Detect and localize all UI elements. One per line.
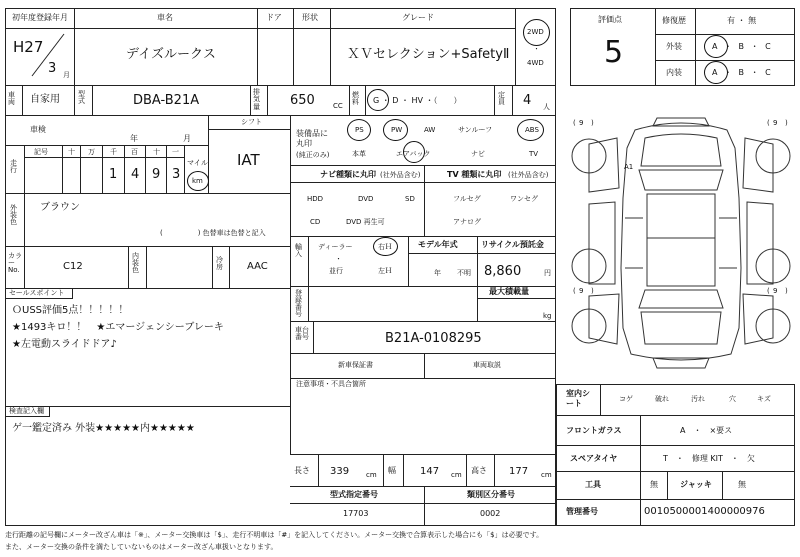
col-line xyxy=(22,85,23,115)
col-line xyxy=(308,286,309,321)
shaken-year-unit: 年 xyxy=(130,134,138,143)
pw-circle xyxy=(383,119,408,141)
mileage-digit: 4 xyxy=(131,167,140,182)
col-line xyxy=(92,85,93,115)
col-line xyxy=(408,236,409,286)
jack-value: 無 xyxy=(738,480,746,489)
col-line xyxy=(494,454,495,486)
exterior-color-value: ブラウン xyxy=(40,202,80,213)
length-label: 長さ xyxy=(294,466,310,475)
row-line xyxy=(24,157,184,158)
col-line xyxy=(293,8,294,86)
row-line xyxy=(556,415,795,416)
chassis-value: B21A-0108295 xyxy=(385,331,482,346)
score-label: 評価点 xyxy=(598,15,622,24)
paren-right: ) xyxy=(785,287,788,295)
width-label: 幅 xyxy=(388,466,396,475)
airbag-circle xyxy=(403,141,425,163)
year-value: H27 xyxy=(13,38,44,56)
equip-ps: PS xyxy=(355,126,364,134)
row-line xyxy=(290,353,556,354)
model-year-label: モデル年式 xyxy=(418,240,458,249)
row-line xyxy=(290,454,556,455)
seat-option: 破れ xyxy=(655,395,669,403)
score-value: 5 xyxy=(604,35,624,70)
type-cert-label: 型式指定番号 xyxy=(330,490,378,499)
grade-label: グレード xyxy=(402,13,434,22)
col-line xyxy=(477,236,478,321)
col-line xyxy=(383,454,384,486)
equipment-title: 装備品に丸印 xyxy=(296,129,328,149)
spare-options: T ・ 修理 KIT ・ 欠 xyxy=(663,454,755,463)
jack-label: ジャッキ xyxy=(680,480,712,489)
col-line xyxy=(24,145,25,193)
abs-circle xyxy=(517,119,544,141)
tv-title: TV 種類に丸印 xyxy=(447,170,502,179)
col-line xyxy=(424,486,425,526)
import-dealer: ディーラー xyxy=(318,243,353,251)
paren-left: ( xyxy=(573,287,576,295)
displacement-value: 650 xyxy=(290,93,315,108)
col-line xyxy=(74,8,75,86)
door-label: ドア xyxy=(266,13,282,22)
km-label: km xyxy=(192,177,203,185)
recycle-label: リサイクル預託金 xyxy=(481,240,544,249)
footer-note: また、メーター交換の条件を満たしていないものはメーター改ざん車扱いとなります。 xyxy=(5,543,278,551)
length-value: 339 xyxy=(330,466,350,477)
row-line xyxy=(290,182,556,183)
model-value: DBA-B21A xyxy=(133,93,200,108)
col-line xyxy=(166,145,167,193)
col-line xyxy=(128,246,129,288)
sales-line: ★1493キロ！！ ★エマージェンシーブレーキ xyxy=(12,322,224,333)
mileage-digit: 3 xyxy=(172,167,181,182)
col-line xyxy=(80,145,81,193)
exterior-grade-label: 外装 xyxy=(666,42,682,51)
col-line xyxy=(308,236,309,286)
mileage-label: 走行 xyxy=(10,159,17,174)
mgmt-label: 管理番号 xyxy=(566,507,598,516)
height-unit: cm xyxy=(541,471,552,479)
row-line xyxy=(655,60,795,61)
exterior-a-circle xyxy=(704,35,728,58)
tv-analog: アナログ xyxy=(453,218,481,226)
row-line xyxy=(5,193,290,194)
wheel-label: 9 xyxy=(773,287,778,295)
interior-grade-label: 内装 xyxy=(666,68,682,77)
length-unit: cm xyxy=(366,471,377,479)
col-line xyxy=(515,8,516,86)
shift-value: IAT xyxy=(237,151,260,169)
mileage-col-10: 十 xyxy=(153,148,160,156)
mileage-col-100k: 十 xyxy=(68,148,75,156)
col-line xyxy=(403,454,404,486)
wheel-label: 9 xyxy=(579,119,584,127)
interior-color-label: 内装色 xyxy=(132,252,139,274)
equip-navi: ナビ xyxy=(471,150,485,158)
shaken-month-unit: 月 xyxy=(183,134,191,143)
col-line xyxy=(267,85,268,115)
col-line xyxy=(24,193,25,246)
seat-option: コゲ xyxy=(619,395,633,403)
inspector-title: 検査記入欄 xyxy=(9,407,44,415)
max-load-unit: kg xyxy=(543,312,552,320)
col-line xyxy=(102,145,103,193)
seat-label: 室内シート xyxy=(566,389,590,409)
category-value: 0002 xyxy=(480,509,501,518)
col-line xyxy=(330,8,331,86)
sales-line: ＯUSS評価5点！！！！！ xyxy=(12,305,129,316)
height-label: 高さ xyxy=(471,466,487,475)
col-line xyxy=(424,165,425,236)
tools-label: 工具 xyxy=(585,480,601,489)
navi-hdd: HDD xyxy=(307,195,324,203)
mileage-col-sign: 記号 xyxy=(34,148,48,156)
equipment-subtitle: (純正のみ) xyxy=(296,151,330,159)
col-line xyxy=(290,286,291,454)
ac-value: AAC xyxy=(247,261,268,272)
seat-option: キズ xyxy=(757,395,771,403)
drive-2wd: 2WD xyxy=(527,28,544,36)
grade-value: ＸＶセレクション+SafetyⅡ xyxy=(347,47,510,62)
col-line xyxy=(600,384,601,415)
model-year-unknown: 不明 xyxy=(457,269,471,277)
notes-label: 注意事項・不具合箇所 xyxy=(296,380,366,388)
row-line xyxy=(208,129,290,130)
equip-aw: AW xyxy=(424,126,436,134)
col-line xyxy=(257,8,258,86)
import-label: 輸入 xyxy=(295,243,302,258)
color-no-value: C12 xyxy=(63,261,83,272)
interior-grade-options: A ・ B ・ C xyxy=(712,68,773,77)
col-line xyxy=(229,246,230,288)
registration-label: 登録番号 xyxy=(295,289,302,318)
navi-sd: SD xyxy=(405,195,415,203)
mileage-digit: 1 xyxy=(109,167,118,182)
car-name-value: デイズルークス xyxy=(126,47,216,62)
manual-label: 車両取説 xyxy=(473,361,501,369)
max-load-label: 最大積載量 xyxy=(489,287,529,296)
col-line xyxy=(146,246,147,288)
tv-fullseg: フルセグ xyxy=(453,195,481,203)
row-line xyxy=(290,165,556,166)
ac-label: 冷房 xyxy=(216,256,223,271)
navi-title: ナビ種類に丸印 xyxy=(320,170,376,179)
row-line xyxy=(5,115,556,116)
right-hand: 右Ｈ xyxy=(378,243,392,251)
row-line xyxy=(5,85,556,86)
import-dealer-dot: ・ xyxy=(335,255,342,263)
shaken-label: 車検 xyxy=(30,125,46,134)
mileage-col-10k: 万 xyxy=(88,148,95,156)
row-line xyxy=(556,499,795,500)
row-line xyxy=(408,253,556,254)
row-line xyxy=(290,236,556,237)
mileage-col-100: 百 xyxy=(131,148,138,156)
col-line xyxy=(494,85,495,115)
recycle-unit: 円 xyxy=(544,269,551,277)
equip-tv: TV xyxy=(529,150,539,158)
type-cert-value: 17703 xyxy=(343,509,369,518)
inspector-text: ゲ一鑑定済み 外装★★★★★内★★★★★ xyxy=(12,423,195,434)
row-line xyxy=(290,378,556,379)
col-line xyxy=(512,85,513,115)
col-line xyxy=(349,85,350,115)
model-year-unit: 年 xyxy=(434,269,441,277)
displacement-unit: CC xyxy=(333,102,343,110)
row-line xyxy=(290,321,556,322)
row-line xyxy=(655,34,795,35)
first-reg-label: 初年度登録年月 xyxy=(12,13,68,22)
sales-title: セールスポイント xyxy=(9,289,65,297)
exterior-grade-options: A ・ B ・ C xyxy=(712,42,773,51)
repaint-note: ( ) 色替車は色替と記入 xyxy=(160,229,266,237)
row-line xyxy=(556,471,795,472)
col-line xyxy=(62,145,63,193)
capacity-label: 定員 xyxy=(498,91,505,106)
mileage-digit: 9 xyxy=(152,167,161,182)
paren-left: ( xyxy=(767,287,770,295)
row-line xyxy=(5,28,515,29)
navi-dvd-play: DVD 再生可 xyxy=(346,218,385,226)
wheel-label: 9 xyxy=(773,119,778,127)
mile-label: マイル xyxy=(187,159,208,167)
navi-dvd: DVD xyxy=(358,195,374,203)
paren-left: ( xyxy=(573,119,576,127)
tv-title-note: (社外品含む) xyxy=(508,171,549,179)
glass-label: フロントガラス xyxy=(566,426,622,435)
mileage-col-1k: 千 xyxy=(110,148,117,156)
car-name-label: 車名 xyxy=(157,13,173,22)
col-line xyxy=(250,85,251,115)
footer-note: 走行距離の記号欄にメーター改ざん車は「※」、メーター交換車は「$」、走行不明車は「#」を記入してください。メーター交換で合算表示した場合にも「$」は必要です。 xyxy=(5,531,544,539)
col-line xyxy=(145,145,146,193)
row-line xyxy=(556,445,795,446)
col-line xyxy=(365,85,366,115)
width-value: 147 xyxy=(420,466,440,477)
equip-leather: 本革 xyxy=(352,150,366,158)
tools-value: 無 xyxy=(650,480,658,489)
seat-option: 汚れ xyxy=(691,395,705,403)
height-value: 177 xyxy=(509,466,529,477)
model-label: 型式 xyxy=(78,90,85,105)
col-line xyxy=(466,454,467,486)
usage-value: 自家用 xyxy=(30,94,60,105)
row-line xyxy=(290,486,556,487)
wheel-label: 9 xyxy=(579,287,584,295)
displacement-label: 排気量 xyxy=(253,88,260,111)
seat-option: 穴 xyxy=(729,395,736,403)
col-line xyxy=(212,246,213,288)
col-line xyxy=(74,85,75,115)
paren-right: ) xyxy=(785,119,788,127)
drive-4wd: 4WD xyxy=(527,59,544,67)
fuel-g-circle xyxy=(367,89,389,111)
capacity-unit: 人 xyxy=(543,103,550,111)
right-hand-circle xyxy=(373,237,398,256)
paren-right: ) xyxy=(591,119,594,127)
capacity-value: 4 xyxy=(523,93,532,108)
glass-options: A ・ ×要ス xyxy=(680,426,733,435)
equip-airbag: エアバック xyxy=(396,150,431,158)
category-label: 類別区分番号 xyxy=(467,490,515,499)
recycle-value: 8,860 xyxy=(484,264,522,279)
row-line xyxy=(290,503,556,504)
row-line xyxy=(5,145,208,146)
mgmt-value: 0010500001400000976 xyxy=(644,506,765,517)
mileage-col-1: 一 xyxy=(172,148,179,156)
fuel-options: G ・ D ・ HV ・（ ） xyxy=(373,96,462,105)
equip-sunroof: サンルーフ xyxy=(458,126,493,134)
car-diagram xyxy=(565,108,797,376)
row-line xyxy=(5,246,290,247)
color-no-label: カラーNo. xyxy=(8,252,22,274)
tv-oneseg: ワンセグ xyxy=(510,195,538,203)
ps-circle xyxy=(347,119,371,141)
drive-dot: ・ xyxy=(533,45,540,53)
navi-cd: CD xyxy=(310,218,321,226)
exterior-color-label: 外装色 xyxy=(10,204,17,226)
left-hand: 左Ｈ xyxy=(378,267,392,275)
paren-right: ) xyxy=(591,287,594,295)
spare-label: スペアタイヤ xyxy=(570,454,618,463)
row-line xyxy=(477,298,556,299)
col-line xyxy=(695,8,696,86)
col-line xyxy=(667,471,668,499)
repair-label: 修復歴 xyxy=(662,16,686,25)
interior-a-circle xyxy=(704,61,728,84)
import-parallel: 並行 xyxy=(329,267,343,275)
col-line xyxy=(313,321,314,353)
shift-label: シフト xyxy=(241,118,262,126)
equip-abs: ABS xyxy=(525,126,539,134)
repair-options: 有 ・ 無 xyxy=(727,16,757,25)
usage-label: 車両 xyxy=(8,91,15,106)
fuel-label: 燃料 xyxy=(352,91,359,106)
col-line xyxy=(655,8,656,86)
width-unit: cm xyxy=(451,471,462,479)
month-unit: 月 xyxy=(63,71,70,79)
col-line xyxy=(318,454,319,486)
shape-label: 形状 xyxy=(302,13,318,22)
col-line xyxy=(424,353,425,378)
navi-title-note: (社外品含む) xyxy=(380,171,421,179)
sales-line: ★左電動スライドドア♪ xyxy=(12,339,117,350)
chassis-label: 車台番号 xyxy=(295,326,309,341)
paren-left: ( xyxy=(767,119,770,127)
col-line xyxy=(124,145,125,193)
month-value: 3 xyxy=(48,61,57,76)
col-line xyxy=(24,246,25,288)
warranty-label: 新車保証書 xyxy=(338,361,373,369)
col-line xyxy=(184,145,185,193)
equip-pw: PW xyxy=(391,126,403,134)
col-line xyxy=(640,415,641,526)
col-line xyxy=(722,471,723,499)
damage-marker: A1 xyxy=(624,163,634,171)
